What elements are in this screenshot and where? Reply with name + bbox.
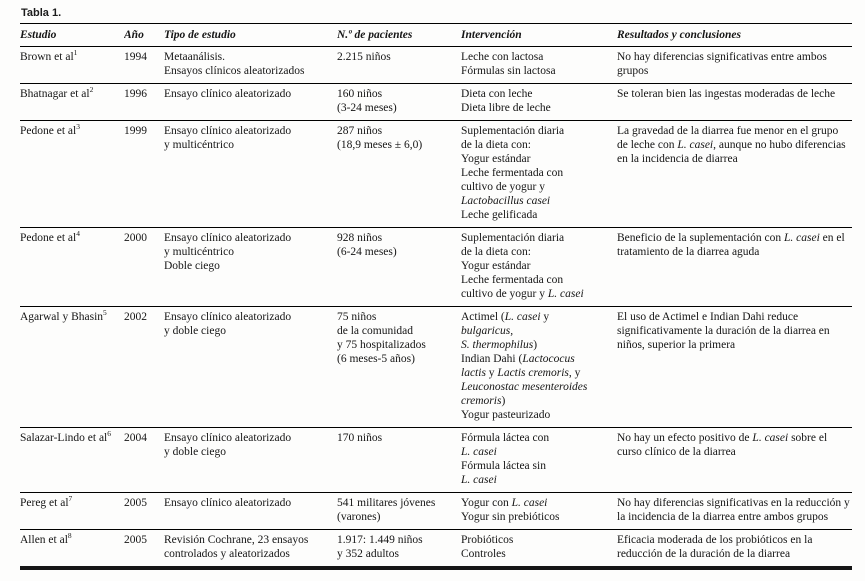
intervention-line: Controles [461,548,506,560]
cell-year: 2002 [124,311,147,323]
patients-line: 1.917: 1.449 niños [337,534,423,546]
intervention-line: cultivo de yogur y L. casei [461,288,584,300]
type-line: y doble ciego [164,446,226,458]
reference-superscript: 3 [76,122,80,132]
cell-patients [337,530,461,569]
species-name: Lactobacillus casei [461,195,551,207]
intervention-line: Yogur con L. casei [461,497,548,509]
col-header-ano: Año [124,29,144,41]
cell-study: Bhatnagar et $al^2$ [20,85,94,100]
cell-intervention [461,530,617,569]
reference-superscript: 4 [76,229,80,239]
type-line: Ensayo clínico aleatorizado [164,311,292,323]
type-line: Ensayo clínico aleatorizado [164,497,292,509]
type-line: Ensayo clínico aleatorizado [164,232,292,244]
study-row [20,530,852,569]
species-name: L. casei [461,446,497,458]
patients-line: (6-24 meses) [337,246,397,258]
intervention-line: S. thermophilus) [461,339,538,351]
cell-results: Beneficio de la suplementación con L. casei en el tratamiento de la diarrea aguda [617,232,845,258]
intervention-line [461,324,607,338]
intervention-line: Suplementación diaria [461,125,565,137]
patients-line: (18,9 meses ± 6,0) [337,139,423,151]
patients-line: y 352 adultos [337,548,399,560]
intervention-line: Leche fermentada con [461,274,564,286]
cell-year: 2005 [124,497,147,509]
cell-results: No hay un efecto positivo de L. casei sobre el curso clínico de la diarrea [617,432,828,458]
cell-intervention [461,121,617,228]
reference-superscript: 5 [103,308,107,318]
patients-line: (varones) [337,511,381,523]
intervention-line: Yogur pasteurizado [461,409,551,421]
cell-intervention [461,228,617,307]
cell-patients [337,84,461,121]
species-name: L. casei [752,432,789,444]
type-line: y multicéntrico [164,246,234,258]
species-name: lactis [461,367,486,379]
intervention-line: lactis y Lactis cremoris, y [461,367,581,379]
intervention-line: Leche fermentada con [461,167,564,179]
cell-type [164,530,337,569]
col-header-estudio: Estudio [20,29,57,41]
cell-results: La gravedad de la diarrea fue menor en el grupo de leche con L. casei, aunque no hubo diferencias en la incidencia de diarrea [617,125,846,165]
cell-patients [337,307,461,428]
cell-type [164,47,337,84]
study-row [20,307,852,428]
species-name: L. casei [547,288,584,300]
patients-line: 170 niños [337,432,383,444]
cell-intervention [461,493,617,530]
cell-results: No hay diferencias significativas entre ambos grupos [617,51,827,77]
intervention-line: cultivo de yogur y [461,181,545,193]
cell-intervention [461,307,617,428]
cell-intervention [461,428,617,493]
col-header-intervencion: Intervención [461,29,522,41]
cell-patients [337,228,461,307]
patients-line: 287 niños [337,125,383,137]
intervention-line [461,380,607,394]
cell-study: Salazar-Lindo et $al^6$ [20,429,111,444]
intervention-line: Fórmulas sin lactosa [461,65,556,77]
intervention-line: Dieta con leche [461,88,533,100]
cell-intervention [461,84,617,121]
type-line: Ensayo clínico aleatorizado [164,125,292,137]
intervention-line [461,445,607,459]
intervention-line: Leche con lactosa [461,51,544,63]
intervention-line: Leche gelificada [461,209,538,221]
species-name: L. casei [461,474,497,486]
species-name: S. thermophilus [461,339,534,351]
species-name: cremoris [461,395,502,407]
species-name: L. casei [677,139,714,151]
intervention-line: Suplementación diaria [461,232,565,244]
studies-table [20,23,852,570]
intervention-line: de la dieta con: [461,246,531,258]
study-row [20,493,852,530]
cell-type [164,428,337,493]
cell-study: Pereg et $al^7$ [20,494,73,509]
intervention-line: Dieta libre de leche [461,102,551,114]
type-line: controlados y aleatorizados [164,548,290,560]
cell-results: Eficacia moderada de los probióticos en la reducción de la duración de la diarrea [617,534,813,560]
cell-intervention [461,47,617,84]
intervention-line: Actimel (L. casei y [461,311,550,323]
type-line: y multicéntrico [164,139,234,151]
cell-year: 2004 [124,432,147,444]
cell-year: 1996 [124,88,147,100]
type-line: Doble ciego [164,260,220,272]
study-row [20,121,852,228]
intervention-line: Fórmula láctea con [461,432,550,444]
reference-superscript: 2 [89,85,94,95]
intervention-line: Yogur sin prebióticos [461,511,560,523]
table-body [20,47,852,569]
col-header-tipo: Tipo de estudio [164,29,236,41]
cell-study: Brown et $al^1$ [20,48,78,63]
cell-type [164,121,337,228]
type-line: Ensayo clínico aleatorizado [164,432,292,444]
species-name: bulgaricus, [461,325,514,337]
type-line: Ensayos clínicos aleatorizados [164,65,305,77]
intervention-line: de la dieta con: [461,139,531,151]
cell-patients [337,121,461,228]
cell-year: 1994 [124,51,147,63]
cell-patients [337,47,461,84]
patients-line: 160 niños [337,88,383,100]
cell-results: No hay diferencias significativas en la reducción y la incidencia de la diarrea entre ambos grupos [617,497,850,523]
species-name: Lactis cremoris [497,367,569,379]
patients-line: 541 militares jóvenes [337,497,436,509]
intervention-line: Indian Dahi (Lactococus [461,353,575,365]
cell-study: Allen et $al^8$ [20,531,72,546]
patients-line: 75 niños [337,311,377,323]
header-row [20,24,852,47]
cell-study: Pedone et $al^3$ [20,122,80,137]
reference-superscript: 8 [67,531,72,541]
study-row [20,84,852,121]
species-name: Leuconostac mesenteroides [461,381,588,393]
type-line: Revisión Cochrane, 23 ensayos [164,534,309,546]
patients-line: (6 meses-5 años) [337,353,415,365]
cell-type [164,307,337,428]
study-row [20,47,852,84]
patients-line: (3-24 meses) [337,102,397,114]
cell-year: 2000 [124,232,147,244]
cell-type [164,84,337,121]
cell-study: Agarwal y Bhasin$^5$ [20,308,107,323]
intervention-line: Probióticos [461,534,514,546]
reference-superscript: 7 [68,494,73,504]
table-header [20,24,852,47]
species-name: L. casei [504,311,541,323]
species-name: L. casei [784,232,820,244]
cell-results: El uso de Actimel e Indian Dahi reduce significativamente la duración de la diarrea en niños, superior la primera [617,311,830,351]
intervention-line: cremoris) [461,395,506,407]
col-header-pacientes: N.º de pacientes [337,29,413,41]
patients-line: de la comunidad [337,325,414,337]
cell-year: 2005 [124,534,147,546]
intervention-line: Yogur estándar [461,260,531,272]
type-line: y doble ciego [164,325,226,337]
intervention-line [461,194,607,208]
cell-year: 1999 [124,125,147,137]
cell-type [164,493,337,530]
cell-study: Pedone et $al^4$ [20,229,80,244]
patients-line: y 75 hospitalizados [337,339,426,351]
intervention-line [461,473,607,487]
species-name: L. casei [511,497,548,509]
cell-patients [337,493,461,530]
col-header-resultados: Resultados y conclusiones [617,29,741,41]
cell-results: Se toleran bien las ingestas moderadas de leche [617,88,836,100]
table-title: Tabla 1. [21,7,62,19]
study-row [20,428,852,493]
species-name: Lactococus [522,353,575,365]
reference-superscript: 1 [73,48,78,58]
study-row [20,228,852,307]
patients-line: 928 niños [337,232,383,244]
type-line: Ensayo clínico aleatorizado [164,88,292,100]
intervention-line: Fórmula láctea sin [461,460,546,472]
patients-line: 2.215 niños [337,51,391,63]
type-line: Metaanálisis. [164,51,225,63]
reference-superscript: 6 [107,429,111,439]
cell-type [164,228,337,307]
intervention-line: Yogur estándar [461,153,531,165]
cell-patients [337,428,461,493]
